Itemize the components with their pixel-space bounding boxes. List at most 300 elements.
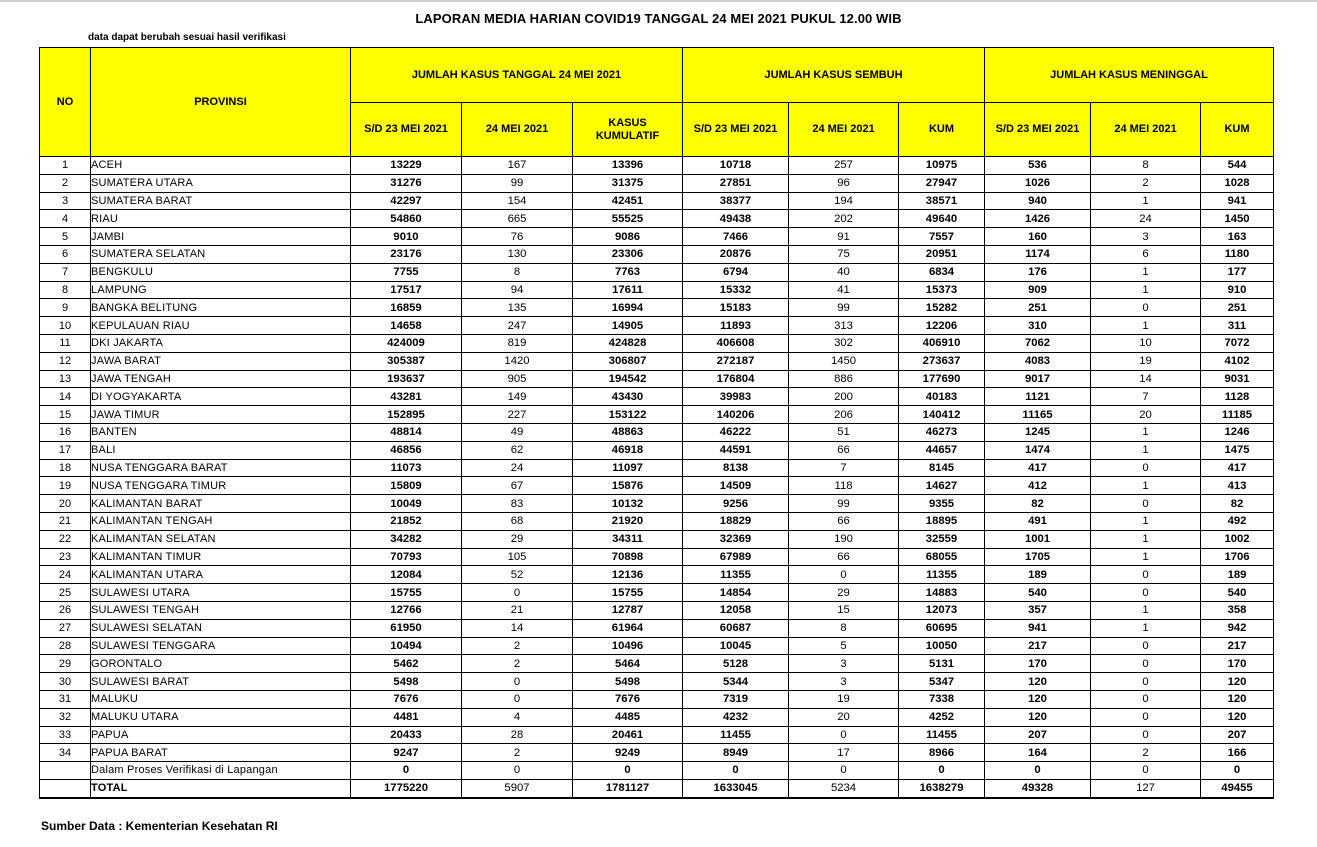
header-sub-col: KASUS KUMULATIF xyxy=(573,103,683,157)
verification-note: data dapat berubah sesuai hasil verifikasi xyxy=(88,32,286,43)
value-cell: 10049 xyxy=(351,495,462,513)
table-row xyxy=(40,566,1274,584)
value-cell: 0 xyxy=(462,690,573,708)
value-cell: 21920 xyxy=(573,512,683,530)
value-cell: 942 xyxy=(1201,619,1274,637)
value-cell: 6 xyxy=(1091,245,1201,263)
value-cell: 20876 xyxy=(683,245,789,263)
table-row xyxy=(40,210,1274,228)
value-cell: 177 xyxy=(1201,263,1274,281)
row-number: 26 xyxy=(40,601,91,619)
value-cell: 68 xyxy=(462,512,573,530)
value-cell: 1775220 xyxy=(351,779,462,797)
row-number: 17 xyxy=(40,441,91,459)
value-cell: 120 xyxy=(985,690,1091,708)
province-name: KALIMANTAN SELATAN xyxy=(91,530,351,548)
value-cell: 0 xyxy=(462,584,573,602)
row-number xyxy=(40,779,91,797)
value-cell: 17611 xyxy=(573,281,683,299)
value-cell: 16994 xyxy=(573,299,683,317)
row-number: 11 xyxy=(40,334,91,352)
header-provinsi: PROVINSI xyxy=(91,48,351,157)
province-name: SUMATERA SELATAN xyxy=(91,245,351,263)
value-cell: 492 xyxy=(1201,512,1274,530)
value-cell: 12206 xyxy=(899,317,985,335)
total-row xyxy=(40,779,1274,797)
value-cell: 14 xyxy=(1091,370,1201,388)
row-number: 10 xyxy=(40,317,91,335)
value-cell: 170 xyxy=(1201,655,1274,673)
value-cell: 8145 xyxy=(899,459,985,477)
value-cell: 7557 xyxy=(899,228,985,246)
value-cell: 12058 xyxy=(683,601,789,619)
value-cell: 905 xyxy=(462,370,573,388)
header-sub-col: KUM xyxy=(899,103,985,157)
value-cell: 4252 xyxy=(899,708,985,726)
value-cell: 4083 xyxy=(985,352,1091,370)
value-cell: 20433 xyxy=(351,726,462,744)
value-cell: 176804 xyxy=(683,370,789,388)
value-cell: 49328 xyxy=(985,779,1091,797)
value-cell: 2 xyxy=(462,655,573,673)
province-name: PAPUA xyxy=(91,726,351,744)
value-cell: 0 xyxy=(573,762,683,780)
value-cell: 544 xyxy=(1201,157,1274,175)
value-cell: 70793 xyxy=(351,548,462,566)
province-name: SULAWESI TENGAH xyxy=(91,601,351,619)
value-cell: 16859 xyxy=(351,299,462,317)
value-cell: 12136 xyxy=(573,566,683,584)
value-cell: 5131 xyxy=(899,655,985,673)
value-cell: 4485 xyxy=(573,708,683,726)
table-row xyxy=(40,548,1274,566)
value-cell: 67 xyxy=(462,477,573,495)
value-cell: 3 xyxy=(789,655,899,673)
header-no: NO xyxy=(40,48,91,157)
value-cell: 14 xyxy=(462,619,573,637)
value-cell: 66 xyxy=(789,512,899,530)
value-cell: 1 xyxy=(1091,441,1201,459)
table-row xyxy=(40,690,1274,708)
value-cell: 7676 xyxy=(351,690,462,708)
value-cell: 0 xyxy=(1091,566,1201,584)
value-cell: 313 xyxy=(789,317,899,335)
value-cell: 7676 xyxy=(573,690,683,708)
value-cell: 9017 xyxy=(985,370,1091,388)
value-cell: 20461 xyxy=(573,726,683,744)
value-cell: 11355 xyxy=(899,566,985,584)
value-cell: 46222 xyxy=(683,423,789,441)
value-cell: 19 xyxy=(789,690,899,708)
value-cell: 14905 xyxy=(573,317,683,335)
value-cell: 105 xyxy=(462,548,573,566)
value-cell: 5234 xyxy=(789,779,899,797)
value-cell: 8 xyxy=(1091,157,1201,175)
province-name: PAPUA BARAT xyxy=(91,744,351,762)
value-cell: 15373 xyxy=(899,281,985,299)
table-row xyxy=(40,637,1274,655)
province-name: KALIMANTAN TENGAH xyxy=(91,512,351,530)
header-sub-col: 24 MEI 2021 xyxy=(1091,103,1201,157)
value-cell: 68055 xyxy=(899,548,985,566)
value-cell: 194542 xyxy=(573,370,683,388)
value-cell: 12084 xyxy=(351,566,462,584)
value-cell: 49640 xyxy=(899,210,985,228)
value-cell: 417 xyxy=(985,459,1091,477)
value-cell: 21 xyxy=(462,601,573,619)
table-row xyxy=(40,726,1274,744)
row-number: 3 xyxy=(40,192,91,210)
header-sub-col: S/D 23 MEI 2021 xyxy=(683,103,789,157)
covid-report-table xyxy=(39,47,1274,799)
value-cell: 34311 xyxy=(573,530,683,548)
value-cell: 1180 xyxy=(1201,245,1274,263)
value-cell: 1 xyxy=(1091,477,1201,495)
row-number: 19 xyxy=(40,477,91,495)
value-cell: 13229 xyxy=(351,157,462,175)
value-cell: 5344 xyxy=(683,673,789,691)
value-cell: 10 xyxy=(1091,334,1201,352)
value-cell: 4 xyxy=(462,708,573,726)
value-cell: 0 xyxy=(1091,708,1201,726)
value-cell: 3 xyxy=(1091,228,1201,246)
value-cell: 0 xyxy=(462,673,573,691)
value-cell: 1028 xyxy=(1201,174,1274,192)
value-cell: 491 xyxy=(985,512,1091,530)
value-cell: 20 xyxy=(789,708,899,726)
value-cell: 5907 xyxy=(462,779,573,797)
value-cell: 207 xyxy=(985,726,1091,744)
value-cell: 189 xyxy=(1201,566,1274,584)
value-cell: 140206 xyxy=(683,406,789,424)
table-row xyxy=(40,584,1274,602)
header-sub-col: 24 MEI 2021 xyxy=(462,103,573,157)
value-cell: 164 xyxy=(985,744,1091,762)
value-cell: 0 xyxy=(1091,459,1201,477)
value-cell: 14627 xyxy=(899,477,985,495)
value-cell: 29 xyxy=(462,530,573,548)
value-cell: 7466 xyxy=(683,228,789,246)
province-name: JAWA TENGAH xyxy=(91,370,351,388)
value-cell: 0 xyxy=(789,762,899,780)
value-cell: 1705 xyxy=(985,548,1091,566)
value-cell: 40 xyxy=(789,263,899,281)
value-cell: 15 xyxy=(789,601,899,619)
value-cell: 11073 xyxy=(351,459,462,477)
value-cell: 2 xyxy=(1091,744,1201,762)
value-cell: 5498 xyxy=(351,673,462,691)
value-cell: 10132 xyxy=(573,495,683,513)
row-number: 1 xyxy=(40,157,91,175)
row-number: 33 xyxy=(40,726,91,744)
value-cell: 8 xyxy=(789,619,899,637)
value-cell: 120 xyxy=(985,708,1091,726)
value-cell: 24 xyxy=(462,459,573,477)
value-cell: 6834 xyxy=(899,263,985,281)
value-cell: 424828 xyxy=(573,334,683,352)
value-cell: 32369 xyxy=(683,530,789,548)
value-cell: 1174 xyxy=(985,245,1091,263)
data-source: Sumber Data : Kementerian Kesehatan RI xyxy=(41,819,278,833)
value-cell: 39983 xyxy=(683,388,789,406)
value-cell: 0 xyxy=(985,762,1091,780)
value-cell: 60695 xyxy=(899,619,985,637)
value-cell: 44591 xyxy=(683,441,789,459)
value-cell: 127 xyxy=(1091,779,1201,797)
value-cell: 1 xyxy=(1091,281,1201,299)
value-cell: 38377 xyxy=(683,192,789,210)
value-cell: 14658 xyxy=(351,317,462,335)
value-cell: 11455 xyxy=(683,726,789,744)
value-cell: 31276 xyxy=(351,174,462,192)
value-cell: 1 xyxy=(1091,512,1201,530)
value-cell: 9247 xyxy=(351,744,462,762)
value-cell: 1246 xyxy=(1201,423,1274,441)
value-cell: 1 xyxy=(1091,192,1201,210)
value-cell: 48814 xyxy=(351,423,462,441)
value-cell: 153122 xyxy=(573,406,683,424)
value-cell: 200 xyxy=(789,388,899,406)
value-cell: 2 xyxy=(462,744,573,762)
row-number: 24 xyxy=(40,566,91,584)
value-cell: 42297 xyxy=(351,192,462,210)
value-cell: 43281 xyxy=(351,388,462,406)
value-cell: 46273 xyxy=(899,423,985,441)
value-cell: 272187 xyxy=(683,352,789,370)
row-number: 8 xyxy=(40,281,91,299)
value-cell: 0 xyxy=(462,762,573,780)
value-cell: 0 xyxy=(683,762,789,780)
header-sub-col: 24 MEI 2021 xyxy=(789,103,899,157)
table-row xyxy=(40,174,1274,192)
value-cell: 10494 xyxy=(351,637,462,655)
value-cell: 206 xyxy=(789,406,899,424)
value-cell: 18895 xyxy=(899,512,985,530)
value-cell: 54860 xyxy=(351,210,462,228)
value-cell: 1420 xyxy=(462,352,573,370)
row-number: 27 xyxy=(40,619,91,637)
province-name: JAMBI xyxy=(91,228,351,246)
value-cell: 9355 xyxy=(899,495,985,513)
value-cell: 819 xyxy=(462,334,573,352)
value-cell: 7 xyxy=(1091,388,1201,406)
row-number: 28 xyxy=(40,637,91,655)
value-cell: 886 xyxy=(789,370,899,388)
value-cell: 0 xyxy=(1091,726,1201,744)
value-cell: 941 xyxy=(985,619,1091,637)
value-cell: 177690 xyxy=(899,370,985,388)
province-name: BALI xyxy=(91,441,351,459)
value-cell: 83 xyxy=(462,495,573,513)
value-cell: 48863 xyxy=(573,423,683,441)
value-cell: 38571 xyxy=(899,192,985,210)
value-cell: 166 xyxy=(1201,744,1274,762)
table-row xyxy=(40,263,1274,281)
value-cell: 66 xyxy=(789,441,899,459)
value-cell: 27947 xyxy=(899,174,985,192)
value-cell: 160 xyxy=(985,228,1091,246)
value-cell: 305387 xyxy=(351,352,462,370)
value-cell: 82 xyxy=(1201,495,1274,513)
value-cell: 941 xyxy=(1201,192,1274,210)
table-row xyxy=(40,459,1274,477)
row-number: 31 xyxy=(40,690,91,708)
province-name: BANTEN xyxy=(91,423,351,441)
row-number xyxy=(40,762,91,780)
value-cell: 120 xyxy=(1201,690,1274,708)
row-number: 18 xyxy=(40,459,91,477)
row-number: 30 xyxy=(40,673,91,691)
value-cell: 82 xyxy=(985,495,1091,513)
value-cell: 130 xyxy=(462,245,573,263)
value-cell: 1128 xyxy=(1201,388,1274,406)
value-cell: 24 xyxy=(1091,210,1201,228)
value-cell: 536 xyxy=(985,157,1091,175)
table-row xyxy=(40,423,1274,441)
value-cell: 11185 xyxy=(1201,406,1274,424)
table-row xyxy=(40,495,1274,513)
value-cell: 60687 xyxy=(683,619,789,637)
value-cell: 75 xyxy=(789,245,899,263)
value-cell: 170 xyxy=(985,655,1091,673)
value-cell: 1245 xyxy=(985,423,1091,441)
value-cell: 417 xyxy=(1201,459,1274,477)
value-cell: 10045 xyxy=(683,637,789,655)
value-cell: 193637 xyxy=(351,370,462,388)
value-cell: 190 xyxy=(789,530,899,548)
province-name: RIAU xyxy=(91,210,351,228)
value-cell: 9086 xyxy=(573,228,683,246)
row-number: 5 xyxy=(40,228,91,246)
value-cell: 11455 xyxy=(899,726,985,744)
value-cell: 70898 xyxy=(573,548,683,566)
value-cell: 14854 xyxy=(683,584,789,602)
value-cell: 0 xyxy=(351,762,462,780)
value-cell: 76 xyxy=(462,228,573,246)
value-cell: 120 xyxy=(1201,708,1274,726)
row-number: 4 xyxy=(40,210,91,228)
row-number: 22 xyxy=(40,530,91,548)
value-cell: 61964 xyxy=(573,619,683,637)
province-name: SULAWESI SELATAN xyxy=(91,619,351,637)
value-cell: 8966 xyxy=(899,744,985,762)
value-cell: 51 xyxy=(789,423,899,441)
table-row xyxy=(40,352,1274,370)
value-cell: 23176 xyxy=(351,245,462,263)
value-cell: 66 xyxy=(789,548,899,566)
value-cell: 15755 xyxy=(351,584,462,602)
value-cell: 194 xyxy=(789,192,899,210)
table-row xyxy=(40,157,1274,175)
value-cell: 152895 xyxy=(351,406,462,424)
table-row xyxy=(40,673,1274,691)
header-sub-col: S/D 23 MEI 2021 xyxy=(985,103,1091,157)
value-cell: 167 xyxy=(462,157,573,175)
table-row xyxy=(40,406,1274,424)
value-cell: 189 xyxy=(985,566,1091,584)
value-cell: 10496 xyxy=(573,637,683,655)
value-cell: 0 xyxy=(1091,495,1201,513)
value-cell: 358 xyxy=(1201,601,1274,619)
value-cell: 7763 xyxy=(573,263,683,281)
province-name: KALIMANTAN UTARA xyxy=(91,566,351,584)
table-row xyxy=(40,388,1274,406)
value-cell: 49 xyxy=(462,423,573,441)
value-cell: 176 xyxy=(985,263,1091,281)
value-cell: 15809 xyxy=(351,477,462,495)
value-cell: 10975 xyxy=(899,157,985,175)
value-cell: 23306 xyxy=(573,245,683,263)
value-cell: 27851 xyxy=(683,174,789,192)
value-cell: 11097 xyxy=(573,459,683,477)
value-cell: 424009 xyxy=(351,334,462,352)
province-name: ACEH xyxy=(91,157,351,175)
value-cell: 0 xyxy=(789,566,899,584)
value-cell: 11355 xyxy=(683,566,789,584)
table-row xyxy=(40,530,1274,548)
value-cell: 149 xyxy=(462,388,573,406)
value-cell: 28 xyxy=(462,726,573,744)
table-row xyxy=(40,228,1274,246)
value-cell: 140412 xyxy=(899,406,985,424)
value-cell: 12766 xyxy=(351,601,462,619)
value-cell: 247 xyxy=(462,317,573,335)
row-number: 13 xyxy=(40,370,91,388)
value-cell: 1706 xyxy=(1201,548,1274,566)
value-cell: 1450 xyxy=(1201,210,1274,228)
value-cell: 910 xyxy=(1201,281,1274,299)
header-group-meninggal: JUMLAH KASUS MENINGGAL xyxy=(985,48,1274,103)
table-row xyxy=(40,762,1274,780)
row-number: 12 xyxy=(40,352,91,370)
row-number: 15 xyxy=(40,406,91,424)
value-cell: 99 xyxy=(789,495,899,513)
value-cell: 42451 xyxy=(573,192,683,210)
value-cell: 2 xyxy=(462,637,573,655)
table-row xyxy=(40,744,1274,762)
table-row xyxy=(40,441,1274,459)
row-number: 7 xyxy=(40,263,91,281)
value-cell: 55525 xyxy=(573,210,683,228)
province-name: LAMPUNG xyxy=(91,281,351,299)
value-cell: 273637 xyxy=(899,352,985,370)
province-name: GORONTALO xyxy=(91,655,351,673)
value-cell: 5128 xyxy=(683,655,789,673)
value-cell: 406608 xyxy=(683,334,789,352)
value-cell: 1 xyxy=(1091,548,1201,566)
value-cell: 0 xyxy=(1091,690,1201,708)
value-cell: 0 xyxy=(1201,762,1274,780)
value-cell: 163 xyxy=(1201,228,1274,246)
province-name: NUSA TENGGARA TIMUR xyxy=(91,477,351,495)
value-cell: 4232 xyxy=(683,708,789,726)
value-cell: 14883 xyxy=(899,584,985,602)
province-name: KALIMANTAN BARAT xyxy=(91,495,351,513)
province-name: Dalam Proses Verifikasi di Lapangan xyxy=(91,762,351,780)
table-header xyxy=(40,48,1274,157)
value-cell: 251 xyxy=(985,299,1091,317)
value-cell: 9249 xyxy=(573,744,683,762)
value-cell: 154 xyxy=(462,192,573,210)
value-cell: 5462 xyxy=(351,655,462,673)
value-cell: 15755 xyxy=(573,584,683,602)
value-cell: 15876 xyxy=(573,477,683,495)
value-cell: 4481 xyxy=(351,708,462,726)
value-cell: 412 xyxy=(985,477,1091,495)
table-row xyxy=(40,245,1274,263)
value-cell: 302 xyxy=(789,334,899,352)
value-cell: 1 xyxy=(1091,619,1201,637)
